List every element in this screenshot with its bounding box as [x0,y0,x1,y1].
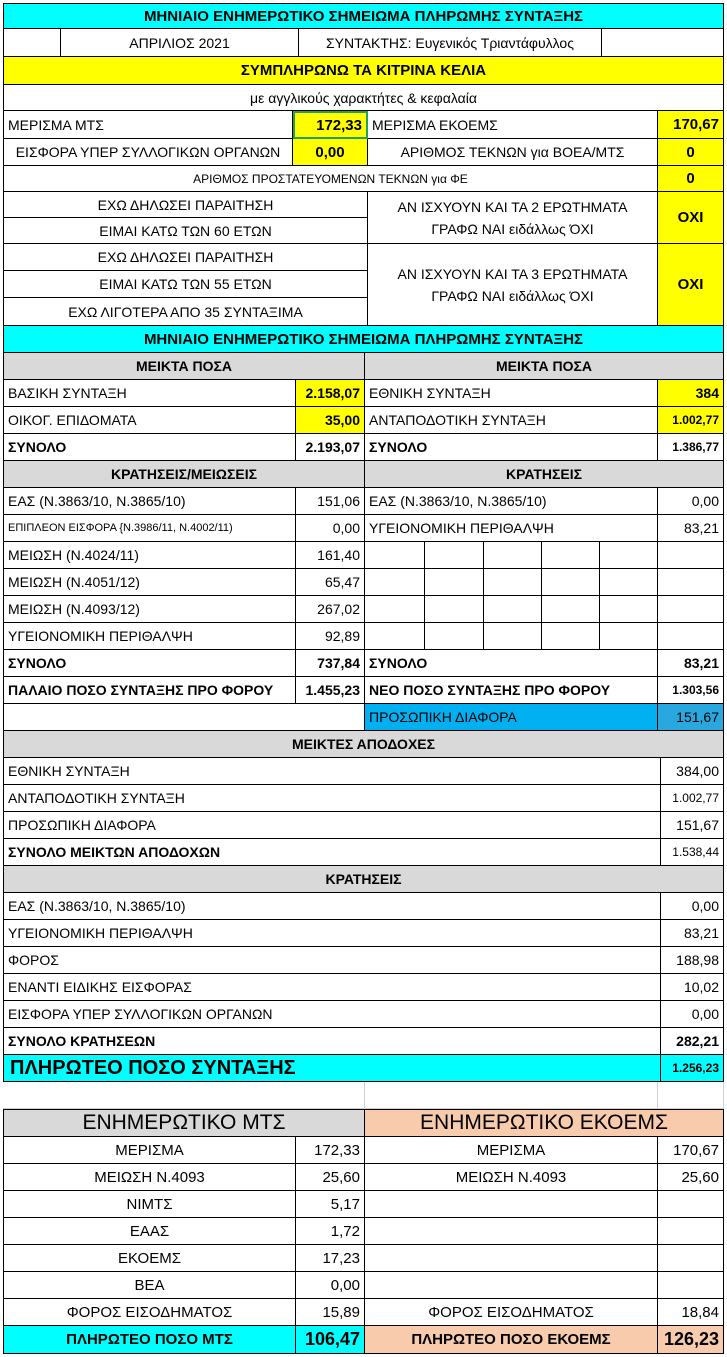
section2-title-row [3,326,724,353]
basic-pension-label: ΒΑΣΙΚΗ ΣΥΝΤΑΞΗ [3,380,296,407]
mts-row-value: 25,60 [296,1164,365,1191]
deduction-label: ΜΕΙΩΣΗ (Ν.4024/11) [3,542,296,569]
empty-cell [365,596,425,623]
q-resignation2-label: ΕΧΩ ΔΗΛΩΣΕΙ ΠΑΡΑΙΤΗΣΗ [3,244,368,271]
withholding-value: 0,00 [661,893,724,920]
rule2-line2: ΓΡΑΦΩ ΝΑΙ ειδάλλως ΌΧΙ [431,220,594,237]
payable-pension-label: ΠΛΗΡΩΤΕΟ ΠΟΣΟ ΣΥΝΤΑΞΗΣ [3,1055,661,1082]
info-row [3,1164,724,1191]
family-allowance-label: ΟΙΚΟΓ. ΕΠΙΔΟΜΑΤΑ [3,407,296,434]
mts-row-value: 0,00 [296,1272,365,1299]
deduction-label: ΜΕΙΩΣΗ (Ν.4051/12) [3,569,296,596]
protected-children-label: ΑΡΙΘΜΟΣ ΠΡΟΣΤΑΤΕΥΟΜΕΝΩΝ ΤΕΚΝΩΝ για ΦΕ [3,166,658,192]
mts-info-title: ΕΝΗΜΕΡΩΤΙΚΟ ΜΤΣ [3,1109,365,1137]
payable-pension-value: 1.256,23 [661,1055,724,1082]
empty-cell [542,569,600,596]
blank-cell [365,1082,658,1109]
deduction-value: 92,89 [296,623,365,650]
blank-cell [658,1082,724,1109]
contributory-pension-input[interactable]: 1.002,77 [658,407,724,434]
empty-cell [365,569,425,596]
deduction-value: 161,40 [296,542,365,569]
gap-row [3,1082,724,1109]
withholding-row [3,893,724,920]
collective-row [3,139,724,166]
ekoems-row-label: ΜΕΡΙΣΜΑ [365,1137,658,1164]
author-cell: ΣΥΝΤΑΚΤΗΣ: Ευγενικός Τριαντάφυλλος [299,29,602,57]
info-payable-row [3,1326,724,1354]
new-pretax-label: ΝΕΟ ΠΟΣΟ ΣΥΝΤΑΞΗΣ ΠΡΟ ΦΟΡΟΥ [365,677,658,704]
gross-right-header: ΜΕΙΚΤΑ ΠΟΣΑ [365,353,724,380]
mts-share-input[interactable]: 172,33 [293,111,368,139]
deduction-value: 267,02 [296,596,365,623]
withholding-value: 0,00 [661,1001,724,1028]
gross-total-left-value: 2.193,07 [296,434,365,461]
empty-cell [658,569,724,596]
gross-earnings-row [3,812,724,839]
deduction-value: 0,00 [296,515,365,542]
collective-bodies-input[interactable]: 0,00 [293,139,368,166]
ekoems-share-input[interactable]: 170,67 [658,111,724,139]
header-title-row [3,3,724,29]
blank-cell [602,29,724,57]
answer3-input[interactable]: ΟΧΙ [658,244,724,326]
children-boea-input[interactable]: 0 [658,139,724,166]
deduction-right-value: 0,00 [658,488,724,515]
info-row [3,1191,724,1218]
empty-grid-row [3,542,724,569]
gross-earnings-row [3,758,724,785]
children-boea-label: ΑΡΙΘΜΟΣ ΤΕΚΝΩΝ για ΒΟΕΑ/ΜΤΣ [368,139,658,166]
basic-row [3,380,724,407]
gross-total-row [3,434,724,461]
deduction-label: ΜΕΙΩΣΗ (Ν.4093/12) [3,596,296,623]
empty-cell [542,623,600,650]
basic-pension-input[interactable]: 2.158,07 [296,380,365,407]
family-allowance-input[interactable]: 35,00 [296,407,365,434]
ekoems-income-tax-value: 18,84 [658,1299,724,1326]
old-pretax-label: ΠΑΛΑΙΟ ΠΟΣΟ ΣΥΝΤΑΞΗΣ ΠΡΟ ΦΟΡΟΥ [3,677,296,704]
ekoems-income-tax-label: ΦΟΡΟΣ ΕΙΣΟΔΗΜΑΤΟΣ [365,1299,658,1326]
withholding-row [3,1001,724,1028]
deductions-left-header: ΚΡΑΤΗΣΕΙΣ/ΜΕΙΩΣΕΙΣ [3,461,365,488]
mts-row-label: ΕΑΑΣ [3,1218,296,1245]
empty-cell [484,596,542,623]
blank-cell [3,1082,365,1109]
gross-earnings-header: ΜΕΙΚΤΕΣ ΑΠΟΔΟΧΕΣ [3,731,724,758]
ekoems-row-value: 170,67 [658,1137,724,1164]
ekoems-row-value [658,1191,724,1218]
empty-cell [658,542,724,569]
empty-cell [484,542,542,569]
mts-row-label: ΒΕΑ [3,1272,296,1299]
empty-cell [542,542,600,569]
mts-payable-label: ΠΛΗΡΩΤΕΟ ΠΟΣΟ ΜΤΣ [3,1326,296,1354]
input-hint: με αγγλικούς χαρακτήτες & κεφαλαία [3,85,724,111]
ekoems-payable-label: ΠΛΗΡΩΤΕΟ ΠΟΣΟ ΕΚΟΕΜΣ [365,1326,658,1354]
mts-row-label: ΝΙΜΤΣ [3,1191,296,1218]
gross-earnings-value: 151,67 [661,812,724,839]
info-row [3,1218,724,1245]
personal-diff-value: 151,67 [658,704,724,731]
ekoems-row-label [365,1272,658,1299]
gross-left-header: ΜΕΙΚΤΑ ΠΟΣΑ [3,353,365,380]
answer2-input[interactable]: ΟΧΙ [658,192,724,244]
deduction-label: ΥΓΕΙΟΝΟΜΙΚΗ ΠΕΡΙΘΑΛΨΗ [3,623,296,650]
empty-cell [600,623,658,650]
gross-earnings-value: 384,00 [661,758,724,785]
withholdings-header-row [3,866,724,893]
empty-cell [425,569,484,596]
hint-row [3,85,724,111]
withholding-label: ΕΝΑΝΤΙ ΕΙΔΙΚΗΣ ΕΙΣΦΟΡΑΣ [3,974,661,1001]
deduction-right-value: 83,21 [658,515,724,542]
ekoems-row-label [365,1218,658,1245]
empty-cell [425,596,484,623]
deduction-right-label: ΥΓΕΙΟΝΟΜΙΚΗ ΠΕΡΙΘΑΛΨΗ [365,515,658,542]
withholding-row [3,947,724,974]
empty-cell [600,596,658,623]
ekoems-row-value [658,1272,724,1299]
empty-cell [542,596,600,623]
blank-cell [3,29,61,57]
empty-cell [658,623,724,650]
deduction-label: ΕΠΙΠΛΕΟΝ ΕΙΣΦΟΡΑ {Ν.3986/11, Ν.4002/11) [3,515,296,542]
deductions-header-row [3,461,724,488]
protected-children-row [3,166,724,192]
mts-row-label: ΜΕΙΩΣΗ Ν.4093 [3,1164,296,1191]
fill-yellow-instruction: ΣΥΜΠΛΗΡΩΝΩ ΤΑ ΚΙΤΡΙΝΑ ΚΕΛΙΑ [3,57,724,85]
empty-cell [425,623,484,650]
mts-share-label: ΜΕΡΙΣΜΑ ΜΤΣ [3,111,293,139]
ekoems-payable-value: 126,23 [658,1326,724,1354]
deduction-value: 65,47 [296,569,365,596]
gross-earnings-value: 1.002,77 [661,785,724,812]
rule3-text [368,244,658,326]
withholding-label: ΥΓΕΙΟΝΟΜΙΚΗ ΠΕΡΙΘΑΛΨΗ [3,920,661,947]
rule2-text [368,192,658,244]
ekoems-row-value [658,1218,724,1245]
ekoems-info-title: ΕΝΗΜΕΡΩΤΙΚΟ ΕΚΟΕΜΣ [365,1109,724,1137]
page-title: ΜΗΝΙΑΙΟ ΕΝΗΜΕΡΩΤΙΚΟ ΣΗΜΕΙΩΜΑ ΠΛΗΡΩΜΗΣ ΣΥΝΤΑΞΗΣ [3,3,724,29]
collective-bodies-label: ΕΙΣΦΟΡΑ ΥΠΕΡ ΣΥΛΛΟΓΙΚΩΝ ΟΡΓΑΝΩΝ [3,139,293,166]
gross-total-left-label: ΣΥΝΟΛΟ [3,434,296,461]
section2-title: ΜΗΝΙΑΙΟ ΕΝΗΜΕΡΩΤΙΚΟ ΣΗΜΕΙΩΜΑ ΠΛΗΡΩΜΗΣ ΣΥΝΤΑΞΗΣ [3,326,724,353]
blank-cell [3,704,365,731]
new-pretax-value: 1.303,56 [658,677,724,704]
rule3-line1: ΑΝ ΙΣΧΥΟΥΝ ΚΑΙ ΤΑ 3 ΕΡΩΤΗΜΑΤΑ [397,265,628,282]
withholding-row [3,974,724,1001]
withholding-value: 83,21 [661,920,724,947]
contributory-pension-label: ΑΝΤΑΠΟΔΟΤΙΚΗ ΣΥΝΤΑΞΗ [365,407,658,434]
share-row [3,111,724,139]
info-row [3,1299,724,1326]
deductions-total-row [3,650,724,677]
gross-earnings-row [3,785,724,812]
empty-grid-row [3,569,724,596]
deductions-total-right-label: ΣΥΝΟΛΟ [365,650,658,677]
header-meta-row [3,29,724,57]
withholding-row [3,920,724,947]
ekoems-row-label [365,1245,658,1272]
mts-row-value: 5,17 [296,1191,365,1218]
ekoems-row-label [365,1191,658,1218]
mts-row-value: 17,23 [296,1245,365,1272]
rule2-block [3,192,724,244]
protected-children-input[interactable]: 0 [658,166,724,192]
withholdings-total-row [3,1028,724,1055]
q-under60-label: ΕΙΜΑΙ ΚΑΤΩ ΤΩΝ 60 ΕΤΩΝ [3,218,368,244]
gross-earnings-total-value: 1.538,44 [661,839,724,866]
withholdings-total-label: ΣΥΝΟΛΟ ΚΡΑΤΗΣΕΩΝ [3,1028,661,1055]
gross-earnings-label: ΕΘΝΙΚΗ ΣΥΝΤΑΞΗ [3,758,661,785]
empty-cell [425,542,484,569]
rule2-line1: ΑΝ ΙΣΧΥΟΥΝ ΚΑΙ ΤΑ 2 ΕΡΩΤΗΜΑΤΑ [397,198,628,215]
ekoems-row-value [658,1245,724,1272]
mts-row-label: ΕΚΟΕΜΣ [3,1245,296,1272]
pretax-row [3,677,724,704]
month-cell[interactable]: ΑΠΡΙΛΙΟΣ 2021 [61,29,299,57]
empty-grid-row [3,596,724,623]
family-row [3,407,724,434]
deduction-value: 151,06 [296,488,365,515]
info-row [3,1272,724,1299]
deduction-row [3,515,724,542]
deductions-total-left-value: 737,84 [296,650,365,677]
withholding-label: ΕΙΣΦΟΡΑ ΥΠΕΡ ΣΥΛΛΟΓΙΚΩΝ ΟΡΓΑΝΩΝ [3,1001,661,1028]
rule3-block [3,244,724,326]
empty-cell [484,569,542,596]
payable-row [3,1055,724,1082]
mts-row-value: 1,72 [296,1218,365,1245]
rule3-line2: ΓΡΑΦΩ ΝΑΙ ειδάλλως ΌΧΙ [431,287,594,304]
empty-cell [365,542,425,569]
deduction-row [3,488,724,515]
withholdings-total-value: 282,21 [661,1028,724,1055]
ekoems-row-label: ΜΕΙΩΣΗ Ν.4093 [365,1164,658,1191]
instruction-row [3,57,724,85]
deductions-right-header: ΚΡΑΤΗΣΕΙΣ [365,461,724,488]
deduction-right-label: ΕΑΣ (Ν.3863/10, Ν.3865/10) [365,488,658,515]
empty-cell [600,569,658,596]
info-row [3,1245,724,1272]
gross-total-right-value: 1.386,77 [658,434,724,461]
withholding-value: 10,02 [661,974,724,1001]
deduction-label: ΕΑΣ (Ν.3863/10, Ν.3865/10) [3,488,296,515]
withholdings-header: ΚΡΑΤΗΣΕΙΣ [3,866,724,893]
old-pretax-value: 1.455,23 [296,677,365,704]
gross-earnings-total-row [3,839,724,866]
personal-diff-label: ΠΡΟΣΩΠΙΚΗ ΔΙΑΦΟΡΑ [365,704,658,731]
ekoems-row-value: 25,60 [658,1164,724,1191]
mts-income-tax-value: 15,89 [296,1299,365,1326]
empty-cell [658,596,724,623]
empty-cell [365,623,425,650]
mts-payable-value: 106,47 [296,1326,365,1354]
empty-grid-row [3,623,724,650]
gross-earnings-header-row [3,731,724,758]
gross-earnings-label: ΑΝΤΑΠΟΔΟΤΙΚΗ ΣΥΝΤΑΞΗ [3,785,661,812]
empty-cell [600,542,658,569]
gross-earnings-total-label: ΣΥΝΟΛΟ ΜΕΙΚΤΩΝ ΑΠΟΔΟΧΩΝ [3,839,661,866]
q-under55-label: ΕΙΜΑΙ ΚΑΤΩ ΤΩΝ 55 ΕΤΩΝ [3,271,368,298]
q-resignation-label: ΕΧΩ ΔΗΛΩΣΕΙ ΠΑΡΑΙΤΗΣΗ [3,192,368,218]
empty-cell [484,623,542,650]
national-pension-label: ΕΘΝΙΚΗ ΣΥΝΤΑΞΗ [365,380,658,407]
deductions-total-right-value: 83,21 [658,650,724,677]
gross-header-row [3,353,724,380]
deductions-total-left-label: ΣΥΝΟΛΟ [3,650,296,677]
national-pension-input[interactable]: 384 [658,380,724,407]
q-less35-label: ΕΧΩ ΛΙΓΟΤΕΡΑ ΑΠΟ 35 ΣΥΝΤΑΞΙΜΑ [3,298,368,326]
withholding-label: ΕΑΣ (Ν.3863/10, Ν.3865/10) [3,893,661,920]
withholding-label: ΦΟΡΟΣ [3,947,661,974]
personal-diff-row [3,704,724,731]
gross-total-right-label: ΣΥΝΟΛΟ [365,434,658,461]
info-title-row [3,1109,724,1137]
ekoems-share-label: ΜΕΡΙΣΜΑ ΕΚΟΕΜΣ [368,111,658,139]
info-row [3,1137,724,1164]
withholding-value: 188,98 [661,947,724,974]
mts-income-tax-label: ΦΟΡΟΣ ΕΙΣΟΔΗΜΑΤΟΣ [3,1299,296,1326]
mts-row-value: 172,33 [296,1137,365,1164]
gross-earnings-label: ΠΡΟΣΩΠΙΚΗ ΔΙΑΦΟΡΑ [3,812,661,839]
mts-row-label: ΜΕΡΙΣΜΑ [3,1137,296,1164]
